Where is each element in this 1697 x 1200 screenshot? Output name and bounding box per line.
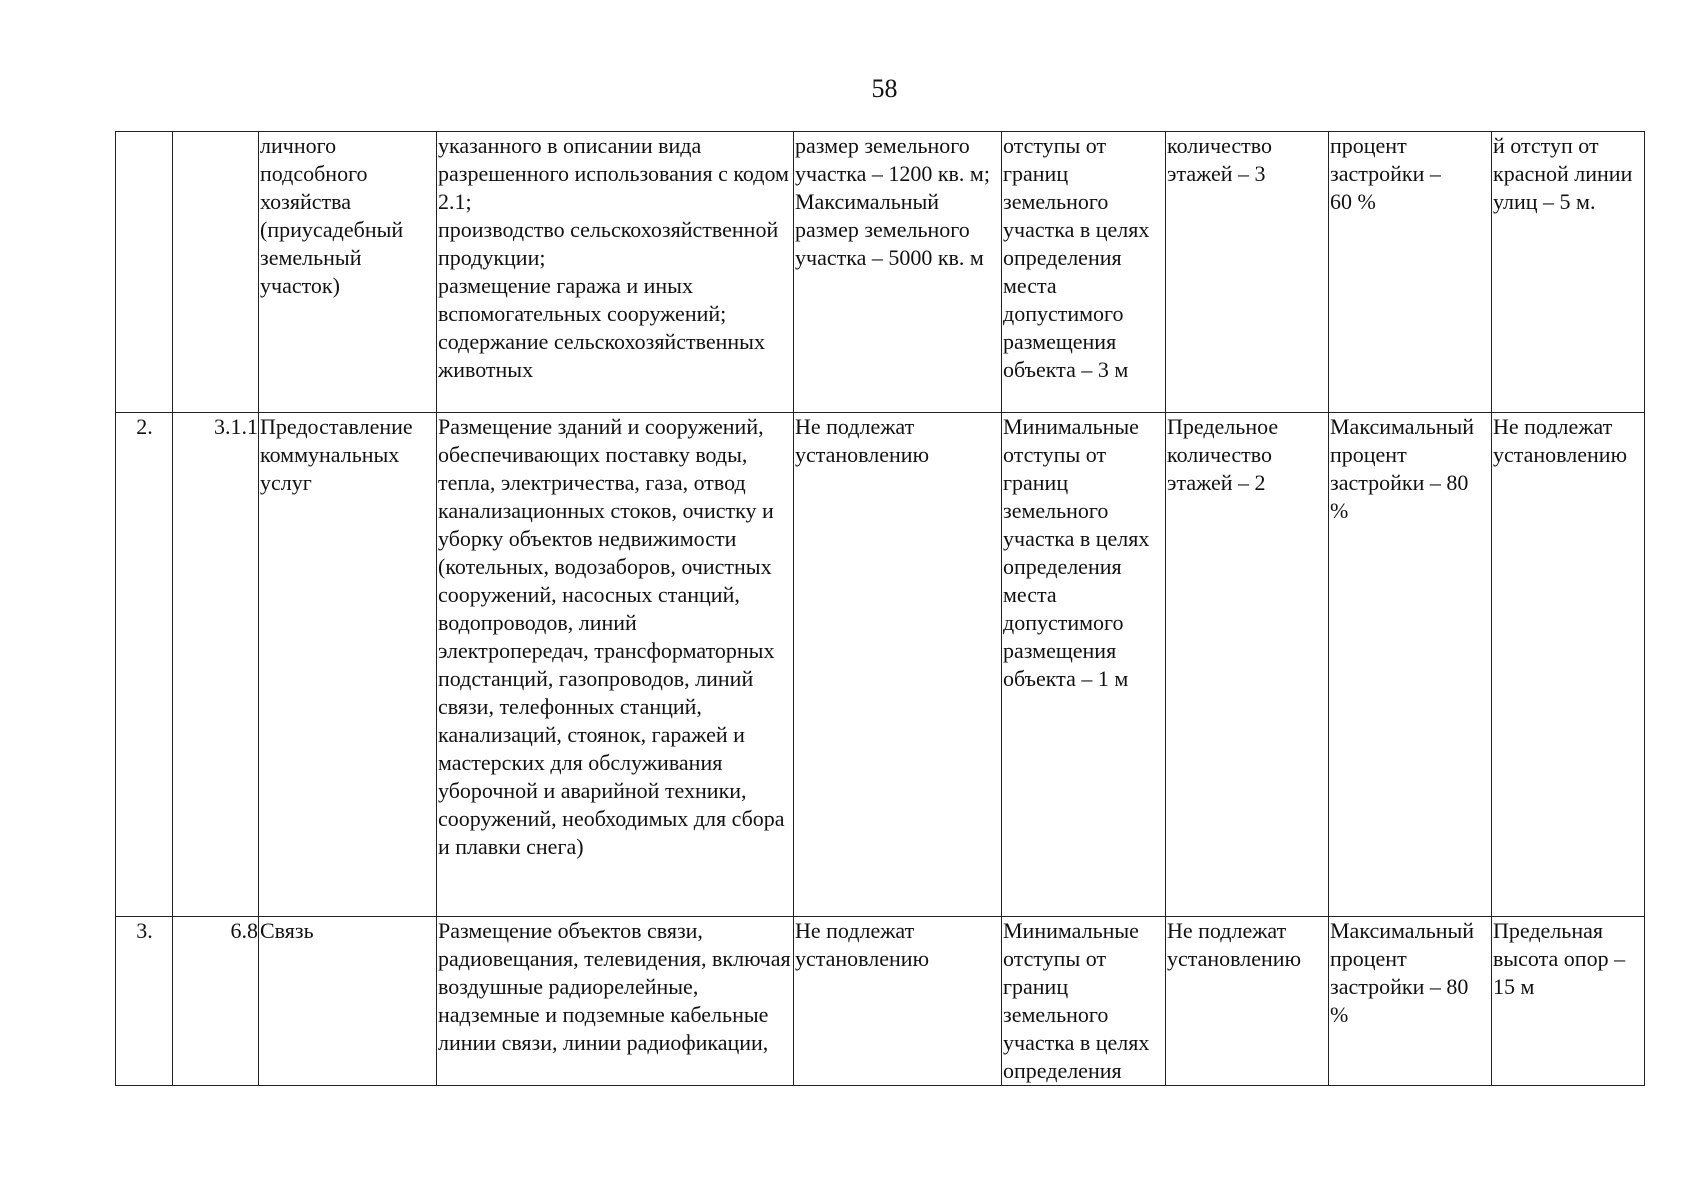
other-params-cell: Предельная высота опор – 15 м — [1492, 917, 1645, 1086]
use-name-cell: Предоставление коммунальных услуг — [259, 413, 437, 917]
plot-size-cell: Не подлежат установлению — [794, 413, 1002, 917]
table-row — [116, 413, 1645, 917]
coverage-cell: Максимальный процент застройки – 80 % — [1329, 413, 1492, 917]
row-number-cell: 2. — [116, 413, 173, 917]
use-code-cell — [173, 132, 259, 413]
row-number-cell: 3. — [116, 917, 173, 1086]
plot-size-cell: Не подлежат установлению — [794, 917, 1002, 1086]
row-number-cell — [116, 132, 173, 413]
use-code-cell: 6.8 — [173, 917, 259, 1086]
floors-cell: Не подлежат установлению — [1166, 917, 1329, 1086]
plot-size-cell: размер земельного участка – 1200 кв. м; Максимальный размер земельного участка – 5000 кв. м — [794, 132, 1002, 413]
setbacks-cell: отступы от границ земельного участка в целях определения места допустимого размещения объекта – 3 м — [1002, 132, 1166, 413]
use-description-cell: Размещение объектов связи, радиовещания, телевидения, включая воздушные радиорелейные, надземные и подземные кабельные линии связи, линии радиофикации, — [437, 917, 794, 1086]
page-number: 58 — [871, 74, 898, 103]
use-name-cell: личного подсобного хозяйства (приусадебный земельный участок) — [259, 132, 437, 413]
floors-cell: Предельное количество этажей – 2 — [1166, 413, 1329, 917]
table-row — [116, 917, 1645, 1086]
land-use-regulations-table — [115, 131, 1645, 1086]
use-name-cell: Связь — [259, 917, 437, 1086]
use-description-cell: Размещение зданий и сооружений, обеспечивающих поставку воды, тепла, электричества, газа, отвод канализационных стоков, очистку и уборку объектов недвижимости (котельных, водозаборов, очистных сооружений, насосных станций, водопроводов, линий электропередач, трансформаторных подстанций, газопроводов, линий связи, телефонных станций, канализаций, стоянок, гаражей и мастерских для обслуживания уборочной и аварийной техники, сооружений, необходимых для сбора и плавки снега) — [437, 413, 794, 917]
floors-cell: количество этажей – 3 — [1166, 132, 1329, 413]
coverage-cell: Максимальный процент застройки – 80 % — [1329, 917, 1492, 1086]
other-params-cell: й отступ от красной линии улиц – 5 м. — [1492, 132, 1645, 413]
setbacks-cell: Минимальные отступы от границ земельного участка в целях определения места допустимого размещения объекта – 1 м — [1002, 413, 1166, 917]
setbacks-cell: Минимальные отступы от границ земельного участка в целях определения — [1002, 917, 1166, 1086]
coverage-cell: процент застройки – 60 % — [1329, 132, 1492, 413]
use-description-cell: указанного в описании вида разрешенного использования с кодом 2.1; производство сельскохозяйственной продукции; размещение гаража и иных вспомогательных сооружений; содержание сельскохозяйственных животных — [437, 132, 794, 413]
other-params-cell: Не подлежат установлению — [1492, 413, 1645, 917]
table-row — [116, 132, 1645, 413]
use-code-cell: 3.1.1 — [173, 413, 259, 917]
